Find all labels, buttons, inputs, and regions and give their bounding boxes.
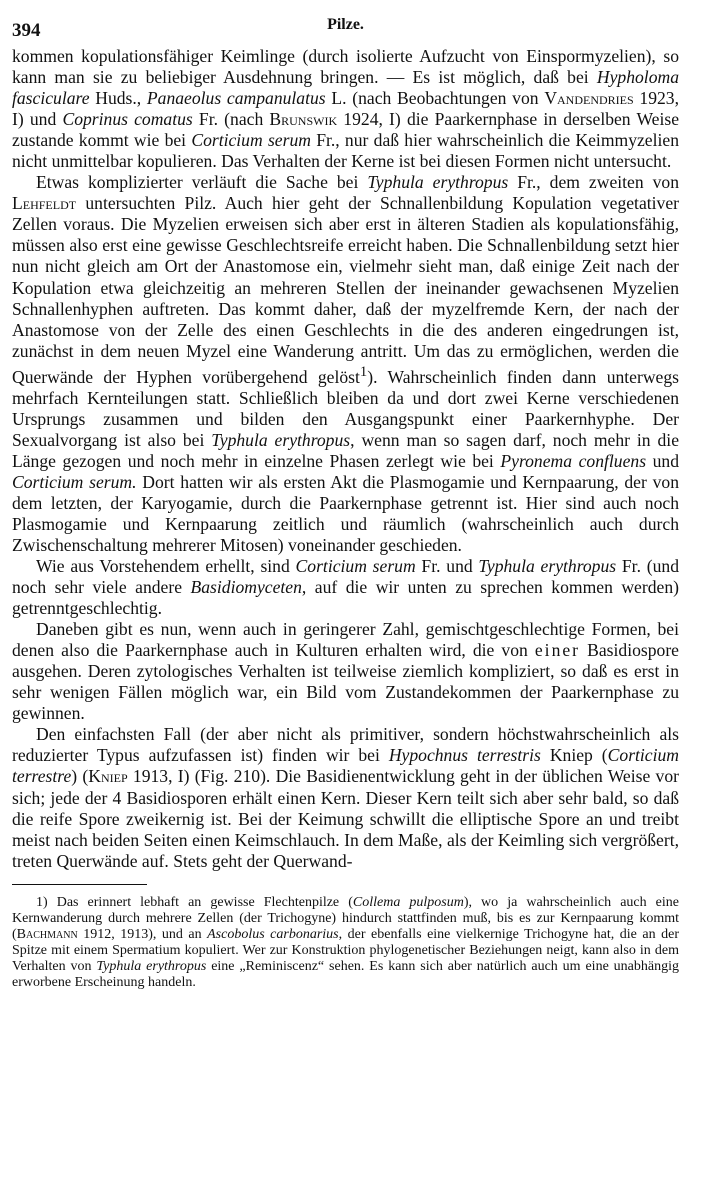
paragraph: Den einfachsten Fall (der aber nicht als primitiver, sondern höchstwahrscheinlich als reduzierter Typus aufzufassen ist) finden wir bei Hypochnus terrestris Kniep (Corticium terrestre) (Kniep 1913, I) (Fig. 210). Die Basidienentwicklung geht in der üblichen Weise vor sich; jede der 4 Basidiosporen erhält einen Kern. Dieser Kern teilt sich aber sehr bald, so daß die reife Spore zweikernig ist. Bei der Keimung schwillt die elliptische Spore an und treibt meist nach beiden Seiten einen Keimschlauch. In dem Maße, als der Keimling sich vergrößert, treten Querwände auf. Stets geht der Querwand-: [12, 724, 680, 871]
paragraph: Daneben gibt es nun, wenn auch in geringerer Zahl, gemischtgeschlechtige Formen, bei denen also die Paarkernphase auch in Kulturen erhalten wird, die von einer Basidiospore ausgehen. Deren zytologisches Verhalten ist teilweise ziemlich kompliziert, so daß es erst in sehr wenigen Fällen möglich war, ein Bild vom Zustandekommen der Paarkernphase zu gewinnen.: [12, 619, 679, 724]
page-header: [12, 12, 679, 46]
paragraph: Etwas komplizierter verläuft die Sache bei Typhula erythropus Fr., dem zweiten von Lehfeldt untersuchten Pilz. Auch hier geht der Schnallenbildung Kopulation vegetativer Zellen voraus. Die Myzelien erweisen sich aber erst in älteren Stadien als kopulationsfähig, müssen also erst eine gewisse Geschlechtsreife erreicht haben. Die Schnallenbildung setzt hier nun nicht gleich am Ort der Anastomose ein, vielmehr sieht man, daß einige Zeit nach der Kopulation etwa gleichzeitig an mehreren Stellen der ineinander gewachsenen Myzelien Schnallenhyphen auftreten. Das kommt daher, daß der myzelfremde Kern, der nach der Anastomose von der Zelle des einen Geschlechts in die des anderen eingedrungen ist, zunächst in dem neuen Myzel eine Wanderung antritt. Um das zu ermöglichen, werden die Querwände der Hyphen vorübergehend gelöst$^1$). Wahrscheinlich finden dann unterwegs mehrfach Kernteilungen statt. Schließlich bleiben da und dort zwei Kerne verschiedenen Ursprungs zusammen und bilden den Ausgangspunkt einer Paarkernhyphe. Der Sexualvorgang ist also bei Typhula erythropus, wenn man so sagen darf, noch mehr in die Länge gezogen und noch mehr in einzelne Phasen zerlegt wie bei Pyronema confluens und Corticium serum. Dort hatten wir als ersten Akt die Plasmogamie und Kernpaarung, der von dem letzten, der Karyogamie, durch die Paarkernphase getrennt ist. Hier sind auch noch Plasmogamie und Kernpaarung zeitlich und räumlich (wahrscheinlich auch durch Zwischenschaltung mehrerer Mitosen) voneinander geschieden.: [12, 172, 680, 555]
body-text: [12, 46, 679, 872]
footnote-text: 1) Das erinnert lebhaft an gewisse Flechtenpilze (Collema pulposum), wo ja wahrscheinlich auch eine Kernwanderung durch mehrere Zellen (der Trichogyne) hindurch stattfinden muß, bis es zur Kernpaarung kommt (Bachmann 1912, 1913), und an Ascobolus carbonarius, der ebenfalls eine vielkernige Trichogyne hat, die an der Spitze mit einem Spermatium kopuliert. Wer zur Konstruktion phylogenetischer Beziehungen neigt, kann also in dem Verhalten von Typhula erythropus eine „Reminiscenz“ sehen. Es kann sich aber natürlich auch um eine unabhängig erworbene Erscheinung handeln.: [12, 894, 680, 990]
page-number: 394: [12, 20, 41, 41]
footnote-rule: [12, 884, 147, 885]
footnote: [12, 895, 679, 991]
running-head: Pilze.: [327, 16, 364, 33]
paragraph: Wie aus Vorstehendem erhellt, sind Corticium serum Fr. und Typhula erythropus Fr. (und noch sehr viele andere Basidiomyceten, auf die wir unten zu sprechen kommen werden) getrenntgeschlechtig.: [12, 555, 679, 619]
paragraph: kommen kopulationsfähiger Keimlinge (durch isolierte Aufzucht von Einspormyzelien), so kann man sie zu beliebiger Ausdehnung bringen. — Es ist möglich, daß bei Hypholoma fasciculare Huds., Panaeolus campanulatus L. (nach Beobachtungen von Vandendries 1923, I) und Coprinus comatus Fr. (nach Brunswik 1924, I) die Paarkernphase in derselben Weise zustande kommt wie bei Corticium serum Fr., nur daß hier wahrscheinlich die Keimmyzelien nicht unmittelbar kopulieren. Das Verhalten der Kerne ist bei diesen Formen nicht untersucht.: [12, 46, 680, 172]
